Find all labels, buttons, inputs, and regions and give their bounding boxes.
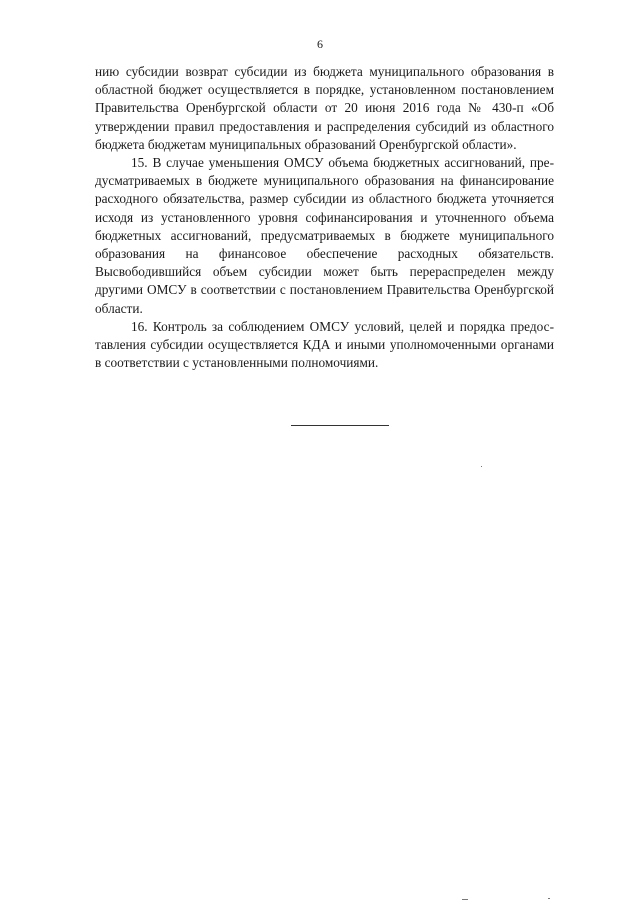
paragraph-item-16: 16. Контроль за соблюдением ОМСУ условий, целей и порядка предоставления субсидии осуществляется КДА и иными уполномоченными органами в соответствии с установленными полномочиями. <box>95 318 554 371</box>
scan-artifact <box>548 898 550 899</box>
scan-artifact <box>481 466 482 467</box>
paragraph-continuation: нию субсидии возврат субсидии из бюджета муниципального образования в областной бюджет осуществляется в порядке, установленном постановлением Правительства Оренбургской области от 20 июня 2016 года № 430-п «Об утверждении правил предоставления и распределения субсидий из областного бюджета бюджетам муниципальных образований Оренбургской области». <box>95 64 554 152</box>
scan-artifact <box>462 899 468 900</box>
paragraph-item-15: 15. В случае уменьшения ОМСУ объема бюджетных ассигнований, предусматриваемых в бюджете муниципального образования на финансирование расходного обязательства, размер субсидии из областного бюджета уточняется исходя из установленного уровня софинансирования и уточненного объема бюджетных ассигнований, предусматриваемых в бюджете муниципального образования на финансовое обеспечение расходных обязательств. Высвободившийся объем субсидии может быть перераспределен между другими ОМСУ в соответствии с постановлением Правительства Оренбургской области. <box>95 155 554 316</box>
end-of-text-divider <box>291 425 389 426</box>
page-number: 6 <box>317 37 323 51</box>
document-body <box>95 63 554 372</box>
